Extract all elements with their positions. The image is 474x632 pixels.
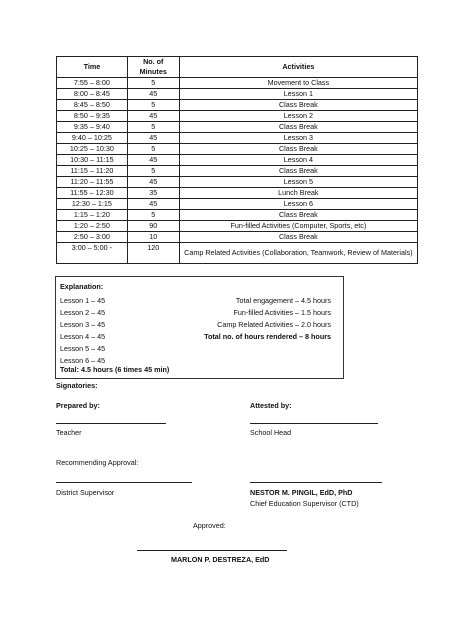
- table-row: [57, 155, 418, 166]
- cell-activity: Class Break: [179, 144, 417, 155]
- table-row: [57, 232, 418, 243]
- table-row: [57, 78, 418, 89]
- summary-camp: Camp Related Activities – 2.0 hours: [217, 320, 331, 329]
- header-minutes-line1: No. of: [143, 57, 164, 66]
- district-supervisor-label: District Supervisor: [56, 488, 115, 497]
- teacher-label: Teacher: [56, 428, 82, 437]
- cell-minutes: 5: [127, 166, 179, 177]
- cell-time: 9:35 – 9:40: [57, 122, 128, 133]
- table-row: [57, 111, 418, 122]
- table-row: [57, 221, 418, 232]
- lesson-line: Lesson 6 – 45: [60, 356, 106, 365]
- summary-rendered: Total no. of hours rendered – 8 hours: [204, 332, 331, 341]
- cell-activity: Class Break: [179, 166, 417, 177]
- cell-time: 11:15 – 11:20: [57, 166, 128, 177]
- cell-activity: Class Break: [179, 232, 417, 243]
- schedule-table: [56, 56, 418, 264]
- cell-minutes: 45: [127, 133, 179, 144]
- cell-activity: Lesson 6: [179, 199, 417, 210]
- lesson-line: Lesson 2 – 45: [60, 308, 106, 317]
- cell-minutes: 45: [127, 199, 179, 210]
- cell-activity: Lesson 1: [179, 89, 417, 100]
- cell-minutes: 5: [127, 100, 179, 111]
- cell-minutes: 45: [127, 89, 179, 100]
- cell-activity: Lesson 5: [179, 177, 417, 188]
- header-minutes-line2: Minutes: [139, 67, 167, 76]
- cell-time: 11:55 – 12:30: [57, 188, 128, 199]
- cell-activity: Class Break: [179, 122, 417, 133]
- cell-activity: Lesson 4: [179, 155, 417, 166]
- explanation-total: Total: 4.5 hours (6 times 45 min): [60, 365, 170, 374]
- table-row: [57, 243, 418, 264]
- header-minutes: [127, 57, 179, 78]
- cell-minutes: 5: [127, 78, 179, 89]
- cell-minutes: 35: [127, 188, 179, 199]
- approver-name: MARLON P. DESTREZA, EdD: [171, 555, 270, 564]
- lesson-line: Lesson 4 – 45: [60, 332, 106, 341]
- lesson-line: Lesson 5 – 45: [60, 344, 106, 353]
- cell-time: 7:55 – 8:00: [57, 78, 128, 89]
- ces-title: Chief Education Supervisor (CTD): [250, 499, 359, 508]
- cell-time: 8:50 – 9:35: [57, 111, 128, 122]
- cell-activity: Movement to Class: [179, 78, 417, 89]
- district-supervisor-signature-line: [56, 482, 192, 483]
- table-row: [57, 177, 418, 188]
- cell-time: 11:20 – 11:55: [57, 177, 128, 188]
- header-activities: Activities: [179, 57, 417, 78]
- table-row: [57, 188, 418, 199]
- summary-fun: Fun-filled Activities – 1.5 hours: [233, 308, 331, 317]
- cell-minutes: 5: [127, 144, 179, 155]
- school-head-label: School Head: [250, 428, 292, 437]
- cell-time: 10:30 – 11:15: [57, 155, 128, 166]
- cell-minutes: 45: [127, 177, 179, 188]
- cell-time: 12:30 – 1:15: [57, 199, 128, 210]
- lesson-line: Lesson 3 – 45: [60, 320, 106, 329]
- attested-by-label: Attested by:: [250, 401, 292, 410]
- cell-time: 1:20 – 2:50: [57, 221, 128, 232]
- teacher-signature-line: [56, 423, 166, 424]
- cell-activity: Lesson 3: [179, 133, 417, 144]
- table-row: [57, 122, 418, 133]
- cell-minutes: 10: [127, 232, 179, 243]
- cell-time: 8:45 – 8:50: [57, 100, 128, 111]
- table-row: [57, 89, 418, 100]
- cell-minutes: 45: [127, 155, 179, 166]
- cell-time: 9:40 – 10:25: [57, 133, 128, 144]
- table-row: [57, 210, 418, 221]
- table-row: [57, 100, 418, 111]
- cell-minutes: 120: [127, 243, 179, 264]
- signatories-heading: Signatories:: [56, 381, 98, 390]
- ces-signature-line: [250, 482, 382, 483]
- table-row: [57, 133, 418, 144]
- cell-activity: Fun-filled Activities (Computer, Sports, etc): [179, 221, 417, 232]
- cell-minutes: 90: [127, 221, 179, 232]
- cell-time: 2:50 – 3:00: [57, 232, 128, 243]
- cell-activity: Class Break: [179, 210, 417, 221]
- cell-minutes: 5: [127, 210, 179, 221]
- cell-activity: Lesson 2: [179, 111, 417, 122]
- summary-engagement: Total engagement – 4.5 hours: [235, 296, 331, 305]
- approver-signature-line: [137, 550, 287, 551]
- explanation-heading: Explanation:: [60, 282, 104, 291]
- cell-time: 8:00 – 8:45: [57, 89, 128, 100]
- approved-label: Approved:: [193, 521, 226, 530]
- lesson-line: Lesson 1 – 45: [60, 296, 106, 305]
- cell-activity: Class Break: [179, 100, 417, 111]
- cell-time: 10:25 – 10:30: [57, 144, 128, 155]
- schedule-header-row: [57, 57, 418, 78]
- ces-name: NESTOR M. PINGIL, EdD, PhD: [250, 488, 353, 497]
- prepared-by-label: Prepared by:: [56, 401, 100, 410]
- school-head-signature-line: [250, 423, 378, 424]
- cell-activity: Lunch Break: [179, 188, 417, 199]
- cell-minutes: 45: [127, 111, 179, 122]
- table-row: [57, 144, 418, 155]
- explanation-box: [55, 276, 344, 379]
- cell-activity: Camp Related Activities (Collaboration, Teamwork, Review of Materials): [179, 243, 417, 264]
- cell-time: 1:15 – 1:20: [57, 210, 128, 221]
- table-row: [57, 166, 418, 177]
- cell-time: 3:00 – 5:00 -: [57, 243, 128, 264]
- table-row: [57, 199, 418, 210]
- cell-minutes: 5: [127, 122, 179, 133]
- header-time: Time: [57, 57, 128, 78]
- recommending-approval-label: Recommending Approval:: [56, 458, 139, 467]
